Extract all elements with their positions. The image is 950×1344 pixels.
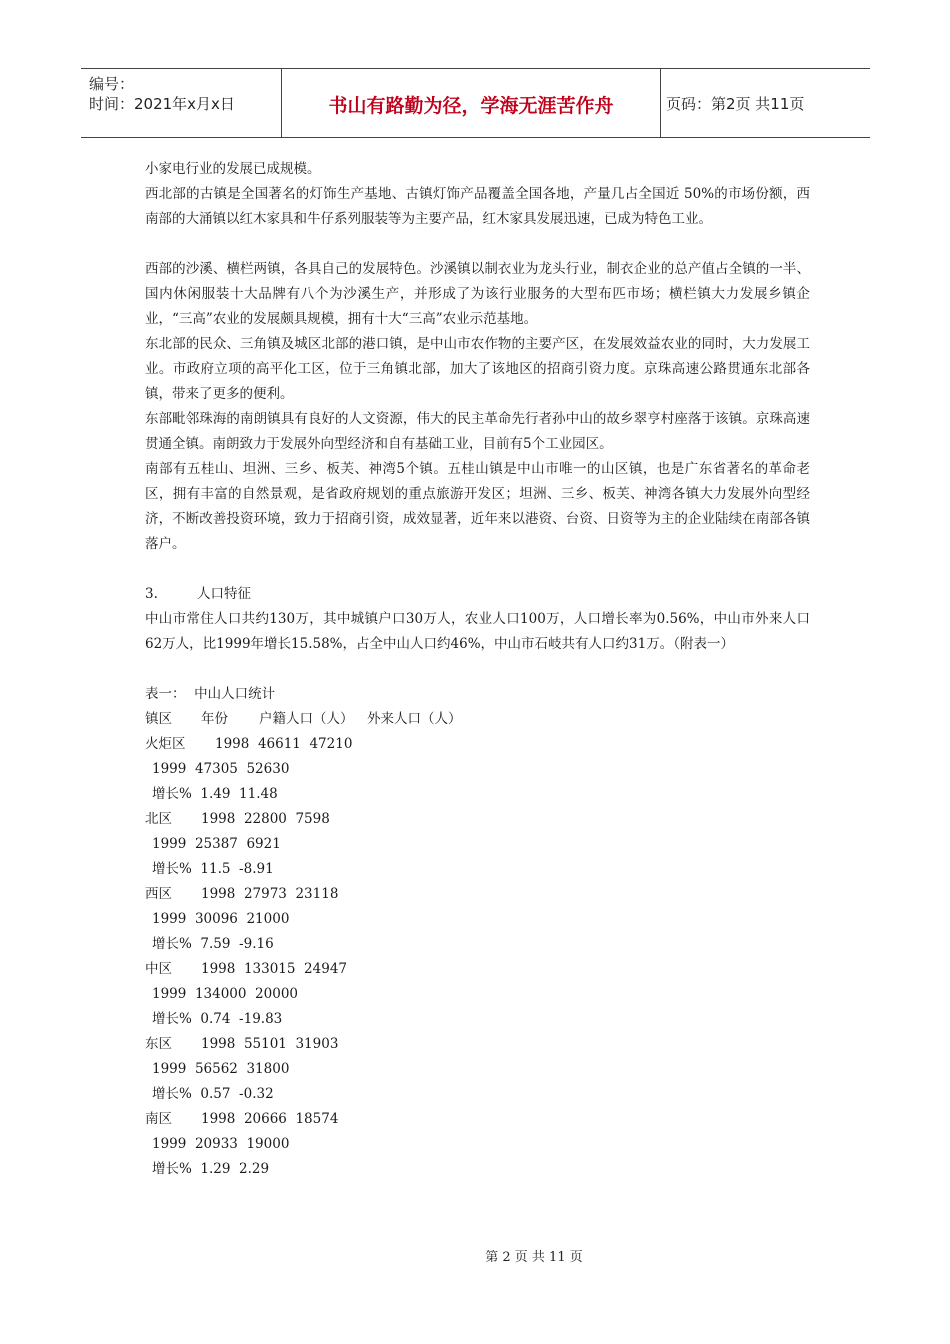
page-info: 页码：第2页 共11页 — [666, 95, 805, 113]
page-footer: 第 2 页 共 11 页 — [485, 1250, 583, 1265]
paragraph: 东北部的民众、三角镇及城区北部的港口镇，是中山市农作物的主要产区，在发展效益农业的同时，大力发展工业。市政府立项的高平化工区，位于三角镇北部，加大了该地区的招商引资力度。京珠高速公路贯通东北部各镇，带来了更多的便利。 — [145, 336, 810, 402]
date-label: 时间：2021年x月x日 — [89, 95, 235, 113]
table-header-row — [145, 707, 810, 732]
section-number: 3. — [145, 586, 158, 602]
number-label: 编号： — [89, 75, 135, 93]
table-header-cell: 外来人口（人） — [367, 711, 462, 727]
table-row — [145, 882, 810, 907]
district-name: 北区 — [145, 811, 172, 827]
document-body — [145, 157, 810, 1182]
district-name: 火炬区 — [145, 736, 186, 752]
table-row: 1999 20933 19000 — [152, 1136, 290, 1152]
table-row: 1999 47305 52630 — [152, 761, 290, 777]
section-heading — [145, 582, 810, 607]
paragraph: 西部的沙溪、横栏两镇，各具自己的发展特色。沙溪镇以制衣业为龙头行业，制衣企业的总产值占全镇的一半、国内休闲服装十大品牌有八个为沙溪生产，并形成了为该行业服务的大型布匹市场；横栏镇大力发展乡镇企业，“三高”农业的发展颇具规模，拥有十大“三高”农业示范基地。 — [145, 261, 810, 327]
table-row: 1999 134000 20000 — [152, 986, 299, 1002]
header-right-cell — [659, 69, 870, 137]
table-row — [145, 807, 810, 832]
row-1998: 1998 46611 47210 — [215, 736, 353, 752]
district-name: 南区 — [145, 1111, 172, 1127]
table-row — [145, 1032, 810, 1057]
header-motto-cell — [281, 69, 661, 137]
table-header-cell: 年份 — [201, 711, 228, 727]
page-header — [81, 68, 870, 138]
table-row: 1999 56562 31800 — [152, 1061, 290, 1077]
section-text: 中山市常住人口共约130万，其中城镇户口30万人，农业人口100万，人口增长率为0.56%，中山市外来人口62万人，比1999年增长15.58%，占全中山人口约46%，中山市石岐共有人口约31万。（附表一） — [145, 611, 810, 652]
table-row: 增长% 1.49 11.48 — [152, 786, 278, 802]
row-1998: 1998 133015 24947 — [201, 961, 348, 977]
paragraph: 小家电行业的发展已成规模。 — [145, 161, 321, 177]
row-1998: 1998 27973 23118 — [201, 886, 339, 902]
header-left-cell — [81, 69, 281, 137]
paragraph: 西北部的古镇是全国著名的灯饰生产基地、古镇灯饰产品覆盖全国各地，产量几占全国近 50%的市场份额，西南部的大涌镇以红木家具和牛仔系列服装等为主要产品，红木家具发展迅速，已成为特色工业。 — [145, 186, 810, 227]
row-1998: 1998 55101 31903 — [201, 1036, 339, 1052]
district-name: 中区 — [145, 961, 172, 977]
table-row — [145, 957, 810, 982]
table-row — [145, 1107, 810, 1132]
paragraph: 东部毗邻珠海的南朗镇具有良好的人文资源，伟大的民主革命先行者孙中山的故乡翠亨村座落于该镇。京珠高速贯通全镇。南朗致力于发展外向型经济和自有基础工业，目前有5个工业园区。 — [145, 411, 810, 452]
table-row: 增长% 0.74 -19.83 — [152, 1011, 283, 1027]
paragraph: 南部有五桂山、坦洲、三乡、板芙、神湾5个镇。五桂山镇是中山市唯一的山区镇，也是广东省著名的革命老区，拥有丰富的自然景观，是省政府规划的重点旅游开发区；坦洲、三乡、板芙、神湾各镇大力发展外向型经济，不断改善投资环境，致力于招商引资，成效显著，近年来以港资、台资、日资等为主的企业陆续在南部各镇落户。 — [145, 461, 810, 552]
row-1998: 1998 20666 18574 — [201, 1111, 339, 1127]
table-row: 增长% 1.29 2.29 — [152, 1161, 270, 1177]
table-row: 增长% 7.59 -9.16 — [152, 936, 274, 952]
table-row: 1999 25387 6921 — [152, 836, 281, 852]
district-name: 东区 — [145, 1036, 172, 1052]
table-header-cell: 镇区 — [145, 711, 172, 727]
table-row — [145, 732, 810, 757]
table-row: 1999 30096 21000 — [152, 911, 290, 927]
table-header-cell: 户籍人口（人） — [259, 711, 354, 727]
table-row: 增长% 11.5 -8.91 — [152, 861, 274, 877]
table-title: 表一： 中山人口统计 — [145, 686, 276, 702]
table-row: 增长% 0.57 -0.32 — [152, 1086, 274, 1102]
district-name: 西区 — [145, 886, 172, 902]
row-1998: 1998 22800 7598 — [201, 811, 330, 827]
header-motto: 书山有路勤为径，学海无涯苦作舟 — [328, 95, 614, 117]
section-title: 人口特征 — [197, 586, 251, 602]
